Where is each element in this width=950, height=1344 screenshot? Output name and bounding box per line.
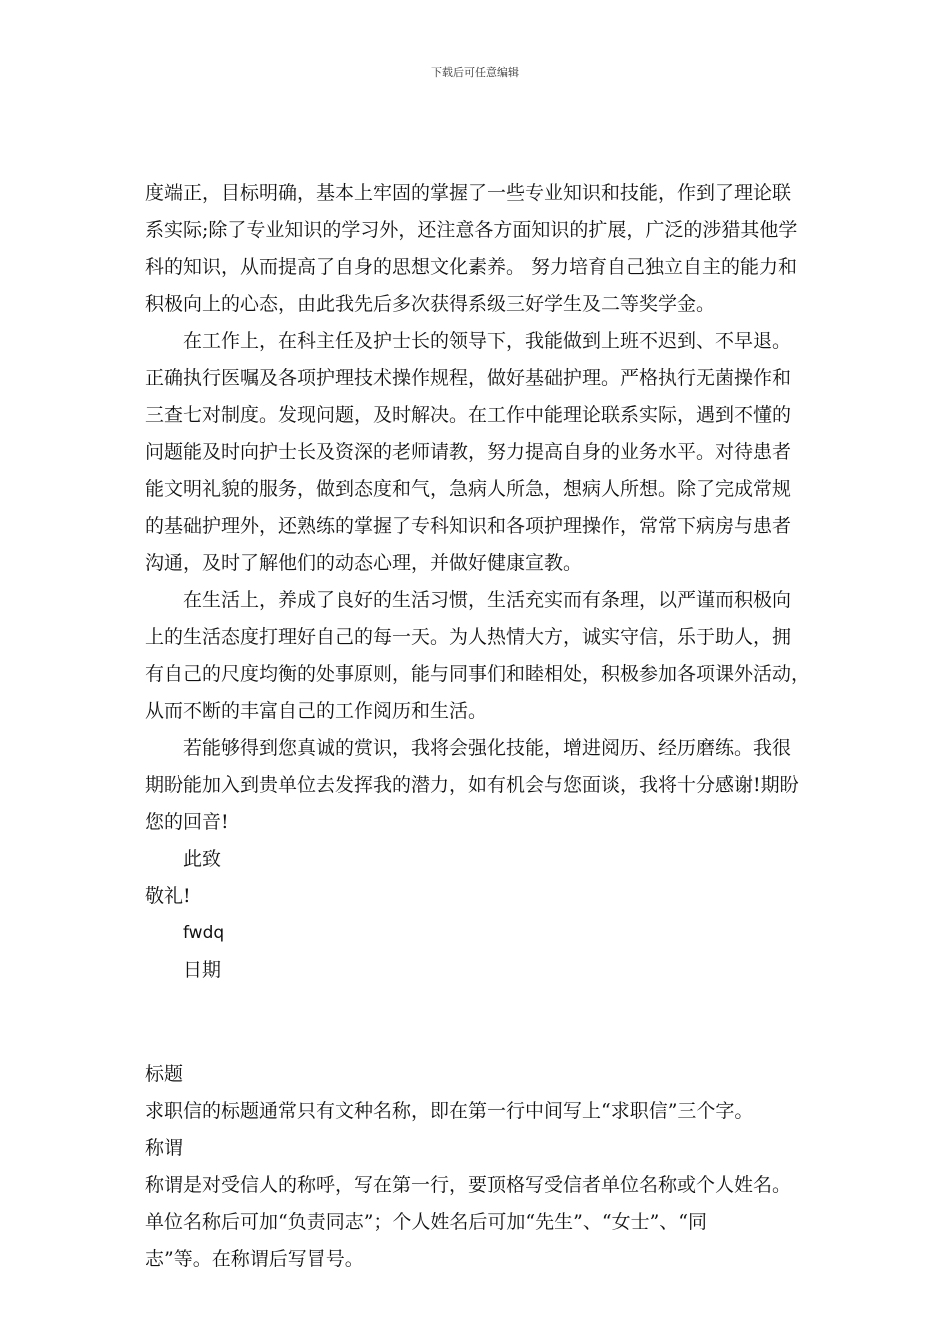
body-line: 沟通，及时了解他们的动态心理，并做好健康宣教。 (145, 552, 583, 574)
body-line: 系实际;除了专业知识的学习外，还注意各方面知识的扩展，广泛的涉猎其他学 (145, 219, 798, 241)
salute-text: 敬礼! (145, 885, 191, 907)
salutation-line: 志”等。在称谓后写冒号。 (145, 1248, 364, 1270)
signature: fwdq (183, 923, 225, 943)
body-line: 上的生活态度打理好自己的每一天。为人热情大方，诚实守信，乐于助人，拥 (145, 626, 792, 648)
body-line: 度端正，目标明确，基本上牢固的掌握了一些专业知识和技能，作到了理论联 (145, 182, 792, 204)
body-line: 若能够得到您真诚的赏识，我将会强化技能，增进阅历、经历磨练。我很 (183, 737, 792, 759)
body-line: 您的回音! (145, 811, 229, 833)
body-line: 有自己的尺度均衡的处事原则，能与同事们和睦相处，积极参加各项课外活动， (145, 663, 811, 685)
body-line: 正确执行医嘱及各项护理技术操作规程，做好基础护理。严格执行无菌操作和 (145, 367, 792, 389)
body-line: 积极向上的心态，由此我先后多次获得系级三好学生及二等奖学金。 (145, 293, 716, 315)
section-text-title: 求职信的标题通常只有文种名称，即在第一行中间写上“求职信”三个字。 (145, 1100, 754, 1122)
section-heading-title: 标题 (145, 1063, 184, 1085)
body-line: 在生活上，养成了良好的生活习惯，生活充实而有条理，以严谨而积极向 (183, 589, 792, 611)
body-line: 在工作上，在科主任及护士长的领导下，我能做到上班不迟到、不早退。 (183, 330, 792, 352)
salutation-line: 称谓是对受信人的称呼，写在第一行，要顶格写受信者单位名称或个人姓名。 (145, 1174, 792, 1196)
body-line: 期盼能加入到贵单位去发挥我的潜力，如有机会与您面谈，我将十分感谢!期盼 (145, 774, 799, 796)
page-header: 下载后可任意编辑 (431, 66, 519, 79)
section-heading-salutation: 称谓 (145, 1137, 184, 1159)
body-line: 科的知识，从而提高了自身的思想文化素养。 努力培育自己独立自主的能力和 (145, 256, 798, 278)
body-line: 问题能及时向护士长及资深的老师请教，努力提高自身的业务水平。对待患者 (145, 441, 792, 463)
date-text: 日期 (183, 959, 222, 981)
salutation-line: 单位名称后可加“负责同志”；个人姓名后可加“先生”、“女士”、“同 (145, 1211, 707, 1233)
body-line: 三查七对制度。发现问题，及时解决。在工作中能理论联系实际，遇到不懂的 (145, 404, 792, 426)
closing-text: 此致 (183, 848, 222, 870)
body-line: 的基础护理外，还熟练的掌握了专科知识和各项护理操作，常常下病房与患者 (145, 515, 792, 537)
body-line: 能文明礼貌的服务，做到态度和气，急病人所急，想病人所想。除了完成常规 (145, 478, 792, 500)
body-line: 从而不断的丰富自己的工作阅历和生活。 (145, 700, 488, 722)
